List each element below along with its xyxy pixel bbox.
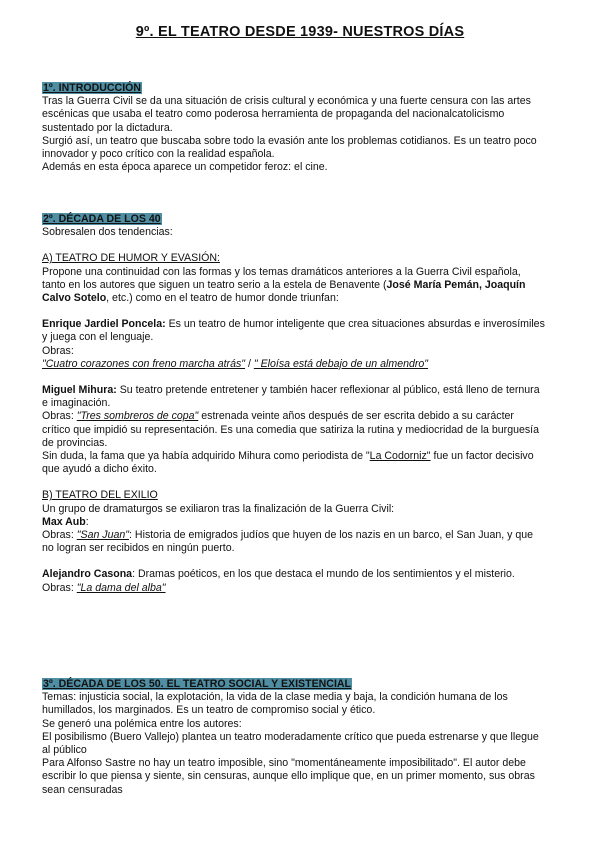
paragraph-line	[42, 568, 562, 581]
obras-label: Obras:	[42, 581, 77, 594]
paragraph-line: Temas: injusticia social, la explotación, la vida de la clase media y baja, la condición humana de los	[42, 691, 508, 704]
page-title: 9º. EL TEATRO DESDE 1939- NUESTROS DÍAS	[135, 24, 465, 40]
paragraph-line	[42, 410, 562, 423]
paragraph-line: El posibilismo (Buero Vallejo) plantea un teatro moderadamente crítico que pueda estrenarse y que llegue	[42, 730, 539, 743]
obras-label: Obras:	[42, 410, 77, 423]
paragraph-line: Tras la Guerra Civil se da una situación de crisis cultural y económica y una fuerte censura con las artes	[42, 95, 531, 108]
paragraph-line: e imaginación.	[42, 397, 111, 410]
paragraph-line: Para Alfonso Sastre no hay un teatro imposible, sino "momentáneamente imposibilitado". El autor debe	[42, 757, 526, 770]
section-decada-50	[42, 678, 562, 797]
section-introduccion	[42, 82, 562, 174]
paragraph-line: y juega con el lenguaje.	[42, 331, 154, 344]
paragraph-line	[42, 529, 562, 542]
author-name: Calvo Sotelo	[42, 292, 107, 305]
paragraph-line	[42, 384, 562, 397]
paragraph-line: no logran ser recibidos en ningún puerto.	[42, 542, 235, 555]
text-span: estrenada veinte años después de ser escrita debido a su carácter	[198, 410, 514, 423]
paragraph-line	[42, 292, 562, 305]
paragraph-line: innovador y poco crítico con la realidad española.	[42, 148, 275, 161]
publication-name: La Codorniz"	[369, 450, 431, 463]
paragraph-line: Un grupo de dramaturgos se exiliaron tras la finalización de la Guerra Civil:	[42, 502, 395, 515]
text-span: :	[85, 515, 89, 528]
paragraph-line	[42, 358, 562, 371]
paragraph-line	[42, 450, 562, 463]
author-name: Alejandro Casona	[42, 568, 133, 581]
text-span: , etc.) como en el teatro de humor donde triunfan:	[106, 292, 339, 305]
paragraph-line: de provincias.	[42, 436, 108, 449]
paragraph-line	[42, 318, 562, 331]
paragraph-line: al público	[42, 744, 87, 757]
paragraph-line: Propone una continuidad con las formas y los temas dramáticos anteriores a la Guerra Civil española,	[42, 265, 521, 278]
paragraph-line: Se generó una polémica entre los autores:	[42, 717, 242, 730]
text-span: /	[245, 357, 254, 370]
author-names: José María Pemán, Joaquín	[386, 278, 526, 291]
subsection-heading: A) TEATRO DE HUMOR Y EVASIÓN:	[42, 252, 220, 265]
paragraph-line: Surgió así, un teatro que buscaba sobre todo la evasión ante los problemas cotidianos. Es un teatro poco	[42, 134, 537, 147]
text-span: tanto en los autores que siguen un teatro serio a la estela de Benavente (	[42, 278, 387, 291]
paragraph-line: sustentado por la dictadura.	[42, 121, 173, 134]
work-title: "La dama del alba"	[76, 581, 166, 594]
obras-label: Obras:	[42, 529, 77, 542]
work-title: "San Juan"	[76, 529, 130, 542]
paragraph-line: escénicas que usaba el teatro como poderosa herramienta de propaganda del nacionalcatolicismo	[42, 108, 505, 121]
author-name: Miguel Mihura:	[42, 384, 117, 397]
paragraph-line	[42, 279, 562, 292]
subsection-heading: B) TEATRO DEL EXILIO	[42, 489, 158, 502]
obras-label: Obras:	[42, 344, 74, 357]
paragraph-line: Sobresalen dos tendencias:	[42, 226, 173, 239]
text-span: Es un teatro de humor inteligente que crea situaciones absurdas e inverosímiles	[165, 318, 545, 331]
work-title: "Cuatro corazones con freno marcha atrás"	[42, 357, 246, 370]
paragraph-line: humillados, los marginados. Es un teatro de compromiso social y ético.	[42, 704, 376, 717]
paragraph-line: Además en esta época aparece un competidor feroz: el cine.	[42, 161, 328, 174]
text-span: Sin duda, la fama que ya había adquirido Mihura como periodista de "	[42, 450, 370, 463]
text-span: : Dramas poéticos, en los que destaca el mundo de los sentimientos y el misterio.	[132, 568, 515, 581]
work-title: "Tres sombreros de copa"	[76, 410, 199, 423]
work-title: " Eloísa está debajo de un almendro"	[253, 357, 429, 370]
paragraph-line: escribir lo que piensa y siente, sin censuras, aunque ello implique que, en un primer momento, sus obras	[42, 770, 535, 783]
text-span: fue un factor decisivo	[430, 450, 534, 463]
author-name: Enrique Jardiel Poncela:	[42, 318, 166, 331]
text-span: Su teatro pretende entretener y también hacer reflexionar al público, está lleno de ternura	[116, 384, 540, 397]
section-heading: 1º. INTRODUCCIÓN	[43, 82, 142, 94]
text-span: : Historia de emigrados judíos que huyen de los nazis en un barco, el San Juan, y que	[129, 529, 534, 542]
paragraph-line: sean censuradas	[42, 783, 123, 796]
paragraph-line: que ayudó a dicho éxito.	[42, 463, 157, 476]
section-heading: 2º. DÉCADA DE LOS 40	[43, 213, 161, 225]
author-name: Max Aub	[42, 515, 86, 528]
section-decada-40	[42, 213, 562, 595]
paragraph-line	[42, 516, 562, 529]
paragraph-line	[42, 582, 562, 595]
section-heading: 3º. DÉCADA DE LOS 50. EL TEATRO SOCIAL Y EXISTENCIAL	[43, 678, 352, 690]
paragraph-line: crítico que impidió su representación. Es una comedia que satiriza la rutina y mediocridad de la burguesía	[42, 423, 540, 436]
